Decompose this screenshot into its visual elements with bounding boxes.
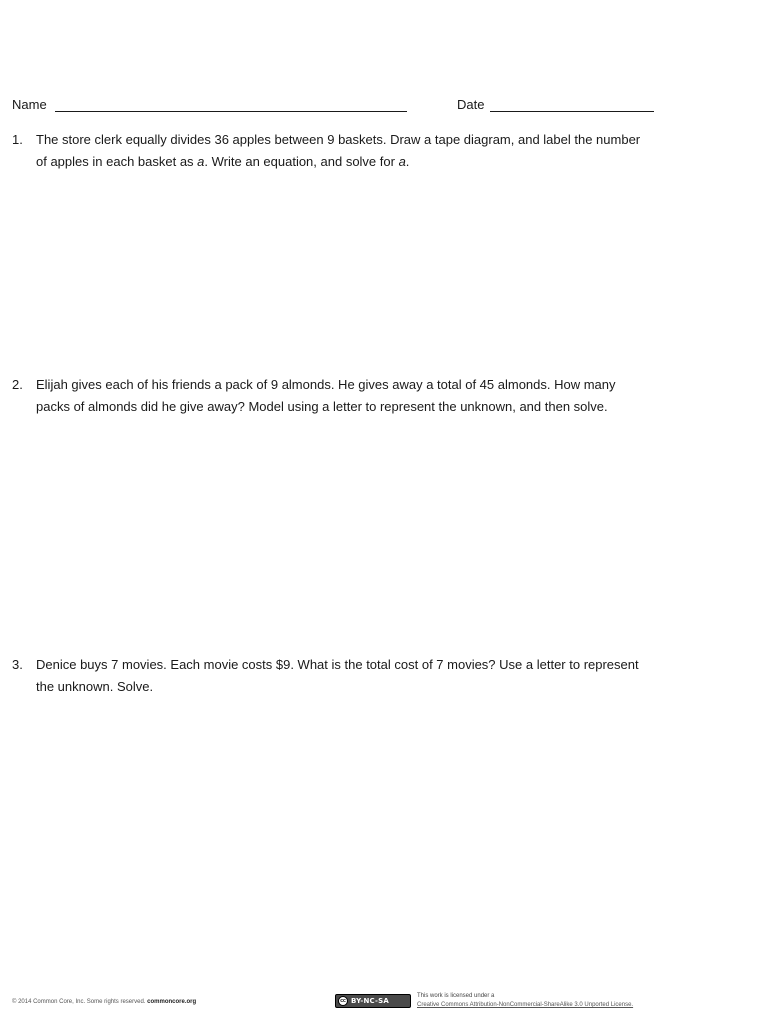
problem-1 (12, 129, 712, 173)
problem-text (36, 374, 706, 418)
problem-3 (12, 654, 712, 698)
text-segment: . (405, 154, 410, 169)
cc-license-badge[interactable] (335, 994, 411, 1008)
license-line: This work is licensed under a (417, 993, 495, 999)
problem-line: the unknown. Solve. (36, 679, 154, 694)
problem-line: The store clerk equally divides 36 apples between 9 baskets. Draw a tape diagram, and label the number (36, 132, 641, 147)
variable-a: a (398, 154, 406, 169)
site-link[interactable]: commoncore.org (147, 999, 197, 1005)
problem-2 (12, 374, 712, 418)
name-label: Name (12, 97, 47, 112)
problem-text (36, 654, 706, 698)
footer-copyright (12, 999, 196, 1005)
problem-number: 1. (12, 132, 23, 147)
license-text (417, 992, 633, 1010)
header-row (12, 97, 672, 117)
date-field-line[interactable] (490, 111, 654, 112)
copyright-text: © 2014 Common Core, Inc. Some rights reserved. (12, 999, 146, 1005)
variable-a: a (197, 154, 205, 169)
name-field-line[interactable] (55, 111, 407, 112)
problem-number: 3. (12, 657, 23, 672)
cc-icon: cc (338, 996, 348, 1006)
problem-text (36, 129, 706, 173)
date-label: Date (457, 97, 485, 112)
cc-badge-text: BY-NC-SA (351, 997, 390, 1005)
problem-line: Elijah gives each of his friends a pack of 9 almonds. He gives away a total of 45 almonds. How many (36, 377, 616, 392)
problem-number: 2. (12, 377, 23, 392)
problem-line: Denice buys 7 movies. Each movie costs $9. What is the total cost of 7 movies? Use a letter to represent (36, 657, 639, 672)
problem-line (36, 151, 706, 173)
problem-line: packs of almonds did he give away? Model using a letter to represent the unknown, and then solve. (36, 399, 608, 414)
text-segment: . Write an equation, and solve for (204, 154, 399, 169)
text-segment: of apples in each basket as (36, 154, 198, 169)
license-link[interactable]: Creative Commons Attribution-NonCommercial-ShareAlike 3.0 Unported License. (417, 1002, 634, 1008)
